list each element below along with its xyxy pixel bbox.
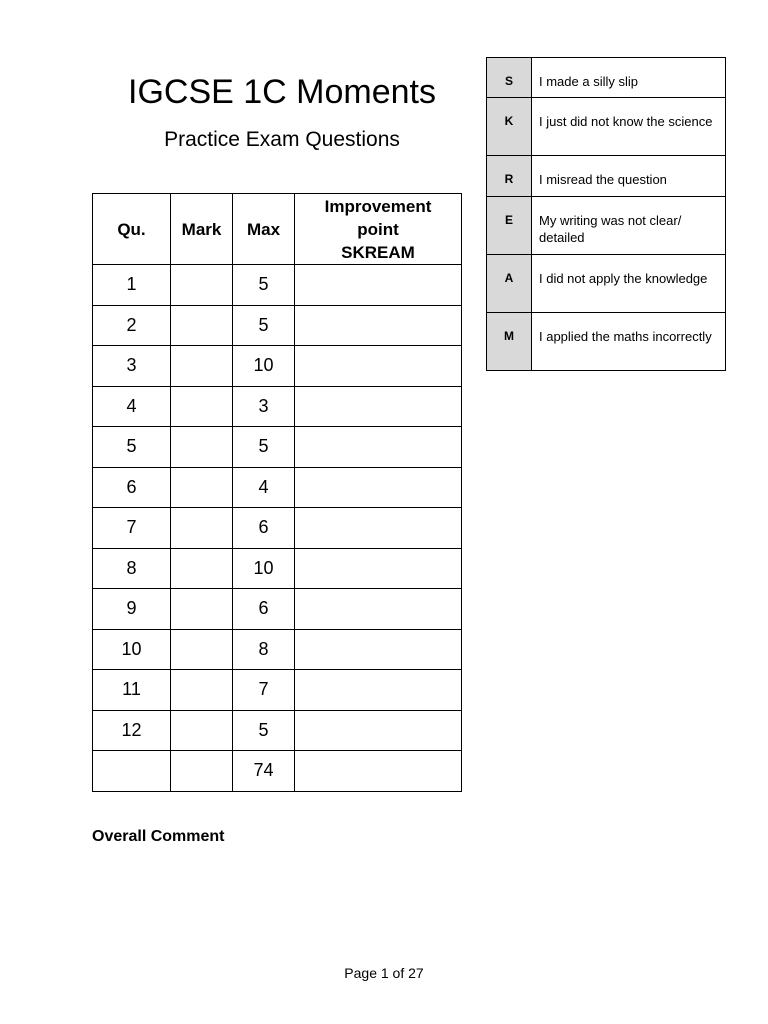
cell-improvement[interactable] — [295, 508, 462, 549]
key-description: I applied the maths incorrectly — [532, 313, 726, 371]
cell-question: 1 — [93, 265, 171, 306]
cell-max: 6 — [233, 508, 295, 549]
table-row — [93, 305, 462, 346]
key-row — [487, 98, 726, 156]
cell-mark[interactable] — [171, 751, 233, 792]
cell-max: 10 — [233, 548, 295, 589]
table-row — [93, 467, 462, 508]
cell-improvement[interactable] — [295, 629, 462, 670]
overall-comment-label: Overall Comment — [92, 828, 225, 845]
cell-mark[interactable] — [171, 710, 233, 751]
cell-question: 2 — [93, 305, 171, 346]
cell-improvement[interactable] — [295, 346, 462, 387]
cell-improvement[interactable] — [295, 710, 462, 751]
cell-question: 12 — [93, 710, 171, 751]
key-letter: E — [487, 197, 532, 255]
header-improvement-line2: point — [357, 219, 399, 239]
cell-improvement[interactable] — [295, 265, 462, 306]
key-letter: S — [487, 58, 532, 98]
header-improvement-line3: SKREAM — [341, 242, 415, 262]
cell-improvement[interactable] — [295, 751, 462, 792]
cell-question — [93, 751, 171, 792]
cell-mark[interactable] — [171, 548, 233, 589]
table-row — [93, 589, 462, 630]
cell-mark[interactable] — [171, 467, 233, 508]
marks-table-header-row — [93, 194, 462, 265]
cell-question: 11 — [93, 670, 171, 711]
cell-max: 3 — [233, 386, 295, 427]
key-row — [487, 197, 726, 255]
table-row — [93, 427, 462, 468]
cell-max: 4 — [233, 467, 295, 508]
cell-improvement[interactable] — [295, 548, 462, 589]
table-row — [93, 629, 462, 670]
cell-question: 7 — [93, 508, 171, 549]
cell-question: 4 — [93, 386, 171, 427]
key-row — [487, 255, 726, 313]
cell-question: 3 — [93, 346, 171, 387]
table-row — [93, 346, 462, 387]
cell-max: 10 — [233, 346, 295, 387]
key-letter: K — [487, 98, 532, 156]
cell-mark[interactable] — [171, 305, 233, 346]
key-letter: R — [487, 156, 532, 197]
table-row — [93, 386, 462, 427]
cell-mark[interactable] — [171, 427, 233, 468]
cell-question: 9 — [93, 589, 171, 630]
header-improvement — [295, 194, 462, 265]
cell-improvement[interactable] — [295, 305, 462, 346]
table-row — [93, 710, 462, 751]
table-row — [93, 548, 462, 589]
key-letter: A — [487, 255, 532, 313]
table-row — [93, 508, 462, 549]
key-description: My writing was not clear/ detailed — [532, 197, 726, 255]
header-max: Max — [233, 194, 295, 265]
header-qu: Qu. — [93, 194, 171, 265]
key-description: I misread the question — [532, 156, 726, 197]
key-description: I did not apply the knowledge — [532, 255, 726, 313]
page-number: Page 1 of 27 — [344, 965, 424, 981]
cell-mark[interactable] — [171, 508, 233, 549]
key-row — [487, 156, 726, 197]
cell-mark[interactable] — [171, 670, 233, 711]
cell-max: 8 — [233, 629, 295, 670]
cell-question: 6 — [93, 467, 171, 508]
table-row — [93, 265, 462, 306]
key-row — [487, 313, 726, 371]
cell-mark[interactable] — [171, 386, 233, 427]
header-mark: Mark — [171, 194, 233, 265]
key-letter: M — [487, 313, 532, 371]
cell-mark[interactable] — [171, 265, 233, 306]
cell-question: 10 — [93, 629, 171, 670]
key-description: I made a silly slip — [532, 58, 726, 98]
cell-mark[interactable] — [171, 589, 233, 630]
cell-improvement[interactable] — [295, 670, 462, 711]
cell-improvement[interactable] — [295, 589, 462, 630]
key-description: I just did not know the science — [532, 98, 726, 156]
cell-improvement[interactable] — [295, 427, 462, 468]
cell-max: 6 — [233, 589, 295, 630]
key-row — [487, 58, 726, 98]
cell-question: 5 — [93, 427, 171, 468]
cell-mark[interactable] — [171, 346, 233, 387]
cell-improvement[interactable] — [295, 386, 462, 427]
page-subtitle: Practice Exam Questions — [164, 128, 400, 151]
cell-max: 74 — [233, 751, 295, 792]
cell-mark[interactable] — [171, 629, 233, 670]
header-improvement-line1: Improvement — [324, 196, 432, 216]
cell-max: 5 — [233, 305, 295, 346]
cell-max: 5 — [233, 710, 295, 751]
cell-max: 5 — [233, 427, 295, 468]
cell-max: 7 — [233, 670, 295, 711]
cell-max: 5 — [233, 265, 295, 306]
marks-table — [92, 193, 462, 792]
table-row — [93, 751, 462, 792]
table-row — [93, 670, 462, 711]
skream-key-table — [486, 57, 726, 371]
cell-improvement[interactable] — [295, 467, 462, 508]
cell-question: 8 — [93, 548, 171, 589]
page-title: IGCSE 1C Moments — [128, 73, 436, 111]
